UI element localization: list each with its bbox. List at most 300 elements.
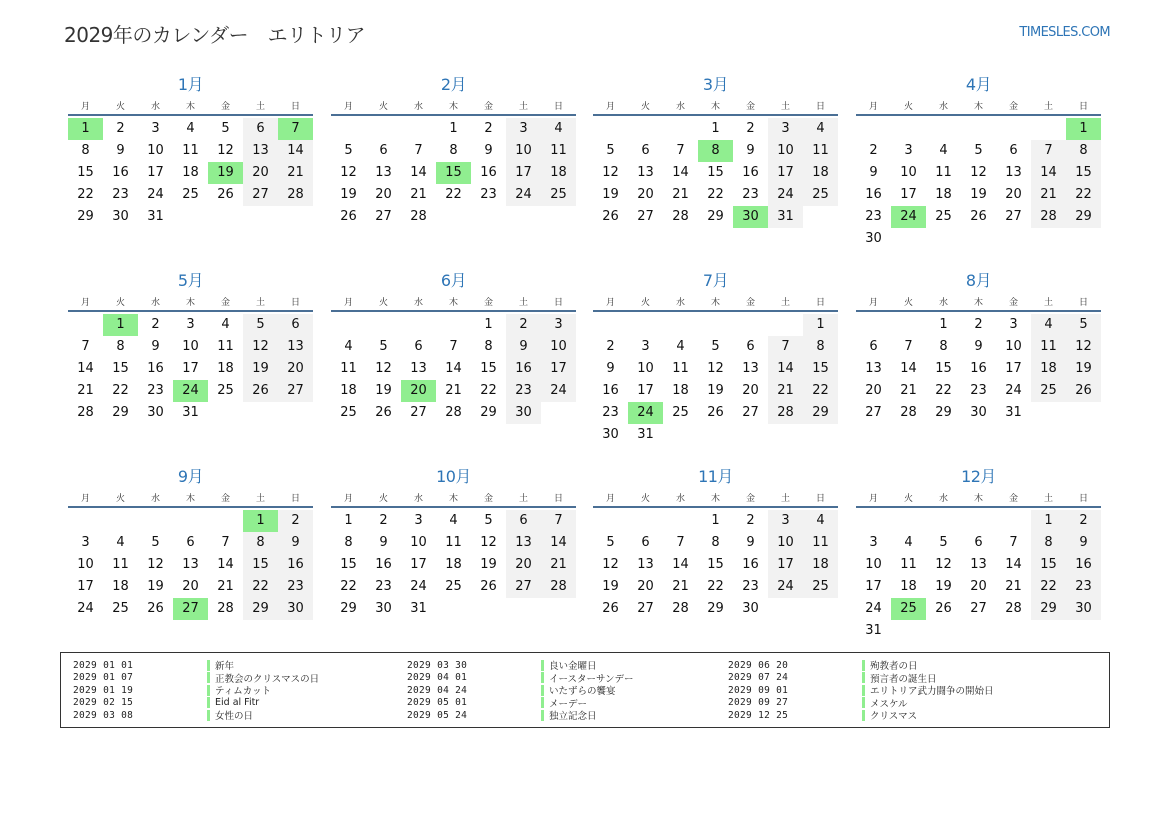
empty-cell (68, 510, 103, 532)
week-row (593, 554, 838, 576)
day-cell: 14 (541, 532, 576, 554)
day-cell: 9 (278, 532, 313, 554)
holiday-name: メーデー (549, 698, 588, 710)
empty-cell (401, 314, 436, 336)
day-cell: 27 (506, 576, 541, 598)
week-row (331, 206, 576, 228)
day-cell: 28 (1031, 206, 1066, 228)
day-cell: 23 (147, 383, 164, 398)
day-cell: 25 (445, 579, 462, 594)
day-cell: 17 (637, 383, 654, 398)
day-cell: 8 (449, 143, 458, 158)
day-cell: 10 (768, 532, 803, 554)
day-cell: 24 (173, 380, 208, 402)
day-cell: 28 (1005, 601, 1022, 616)
day-cell: 26 (602, 209, 619, 224)
empty-cell (208, 402, 243, 424)
day-cell: 4 (541, 118, 576, 140)
week-row (68, 140, 313, 162)
week-row (593, 576, 838, 598)
day-cell: 16 (970, 361, 987, 376)
day-cell: 31 (182, 405, 199, 420)
day-cell: 8 (344, 535, 353, 550)
weekday-label: 火 (903, 493, 913, 504)
holiday-date: 2029 06 20 (728, 659, 789, 671)
day-cell: 24 (768, 576, 803, 598)
day-cell: 29 (1031, 598, 1066, 620)
week-row (331, 532, 576, 554)
day-cell: 15 (340, 557, 357, 572)
day-cell: 11 (935, 165, 952, 180)
day-cell: 11 (803, 140, 838, 162)
weekday-label: 土 (1043, 297, 1053, 308)
day-cell: 3 (81, 535, 90, 550)
week-row (331, 554, 576, 576)
holiday-name: 正教会のクリスマスの日 (215, 673, 320, 685)
day-cell: 8 (939, 339, 948, 354)
week-row (68, 532, 313, 554)
empty-cell (926, 510, 961, 532)
weekday-header (331, 488, 576, 508)
weekday-label: 土 (780, 493, 790, 504)
month-title: 8月 (965, 271, 992, 290)
empty-cell (663, 510, 698, 532)
weekday-header (856, 292, 1101, 312)
day-cell: 21 (445, 383, 462, 398)
weekday-label: 水 (675, 297, 685, 308)
empty-cell (278, 402, 313, 424)
day-cell: 7 (541, 510, 576, 532)
day-cell: 12 (602, 557, 619, 572)
day-cell: 5 (243, 314, 278, 336)
day-cell: 3 (641, 339, 650, 354)
weekday-label: 月 (80, 493, 90, 504)
holiday-row (73, 672, 319, 685)
day-cell: 13 (375, 165, 392, 180)
week-row (856, 510, 1101, 532)
month-title: 4月 (965, 75, 992, 94)
day-cell: 30 (865, 231, 882, 246)
weekday-label: 水 (150, 101, 160, 112)
day-cell: 25 (891, 598, 926, 620)
day-cell: 17 (768, 554, 803, 576)
day-cell: 8 (1066, 140, 1101, 162)
day-cell: 31 (768, 206, 803, 228)
day-cell: 1 (449, 121, 458, 136)
holiday-name: 預言者の誕生日 (870, 673, 937, 685)
day-cell: 29 (112, 405, 129, 420)
day-cell: 11 (182, 143, 199, 158)
weekday-label: 月 (343, 101, 353, 112)
day-cell: 16 (147, 361, 164, 376)
holiday-date: 2029 05 24 (407, 709, 468, 721)
weekday-label: 土 (518, 493, 528, 504)
week-row (856, 532, 1101, 554)
day-cell: 9 (746, 535, 755, 550)
day-cell: 4 (1031, 314, 1066, 336)
empty-cell (1066, 620, 1101, 642)
weekday-header (593, 96, 838, 116)
day-cell: 18 (182, 165, 199, 180)
weekday-header (331, 96, 576, 116)
day-cell: 24 (77, 601, 94, 616)
week-row (593, 140, 838, 162)
day-cell: 21 (410, 187, 427, 202)
weekday-label: 水 (413, 101, 423, 112)
day-cell: 24 (891, 206, 926, 228)
day-cell: 5 (974, 143, 983, 158)
day-cell: 30 (278, 598, 313, 620)
day-cell: 16 (865, 187, 882, 202)
day-cell: 5 (606, 535, 615, 550)
day-cell: 12 (147, 557, 164, 572)
day-cell: 18 (803, 554, 838, 576)
day-cell: 6 (641, 143, 650, 158)
empty-cell (996, 620, 1031, 642)
day-cell: 15 (1066, 162, 1101, 184)
week-row (856, 554, 1101, 576)
day-cell: 18 (217, 361, 234, 376)
day-cell: 11 (803, 532, 838, 554)
day-cell: 4 (221, 317, 230, 332)
day-cell: 8 (243, 532, 278, 554)
day-cell: 24 (768, 184, 803, 206)
day-cell: 15 (935, 361, 952, 376)
day-cell: 11 (445, 535, 462, 550)
week-row (593, 510, 838, 532)
empty-cell (1031, 620, 1066, 642)
day-cell: 7 (1009, 535, 1018, 550)
week-row (68, 336, 313, 358)
empty-cell (733, 424, 768, 446)
day-cell: 5 (711, 339, 720, 354)
holiday-marker (541, 672, 544, 683)
empty-cell (856, 118, 891, 140)
day-cell: 8 (803, 336, 838, 358)
weekday-label: 日 (1078, 493, 1088, 504)
holiday-marker (207, 685, 210, 696)
weekday-label: 土 (780, 297, 790, 308)
day-cell: 27 (410, 405, 427, 420)
day-cell: 14 (410, 165, 427, 180)
weekday-label: 土 (255, 297, 265, 308)
holiday-name: 殉教者の日 (870, 661, 918, 673)
weekday-header (68, 488, 313, 508)
weekday-label: 木 (185, 101, 195, 112)
holiday-name: エリトリア武力闘争の開始日 (870, 686, 994, 698)
week-row (593, 358, 838, 380)
holiday-marker (207, 697, 210, 708)
day-cell: 3 (768, 118, 803, 140)
day-cell: 14 (900, 361, 917, 376)
holiday-name: Eid al Fitr (215, 697, 260, 709)
weekday-label: 火 (115, 297, 125, 308)
day-cell: 2 (869, 143, 878, 158)
empty-cell (436, 314, 471, 336)
empty-cell (891, 314, 926, 336)
holiday-marker (541, 660, 544, 671)
weekday-label: 月 (868, 101, 878, 112)
day-cell: 6 (1009, 143, 1018, 158)
month-title: 5月 (177, 271, 204, 290)
month-4 (856, 74, 1101, 250)
empty-cell (1031, 402, 1066, 424)
weekday-header (856, 96, 1101, 116)
weekday-label: 木 (973, 493, 983, 504)
holiday-name: ティムカット (215, 686, 272, 698)
day-cell: 14 (768, 358, 803, 380)
day-cell: 2 (506, 314, 541, 336)
day-cell: 11 (1031, 336, 1066, 358)
holiday-date: 2029 01 19 (73, 684, 134, 696)
weekday-label: 金 (220, 101, 230, 112)
day-cell: 29 (803, 402, 838, 424)
day-cell: 24 (506, 184, 541, 206)
holiday-column-3 (728, 659, 994, 722)
day-cell: 25 (541, 184, 576, 206)
empty-cell (138, 510, 173, 532)
weekday-label: 火 (640, 297, 650, 308)
day-cell: 19 (707, 383, 724, 398)
weekday-label: 木 (973, 297, 983, 308)
holiday-marker (541, 710, 544, 721)
day-cell: 1 (711, 121, 720, 136)
day-cell: 15 (1031, 554, 1066, 576)
day-cell: 29 (77, 209, 94, 224)
week-row (593, 402, 838, 424)
holiday-row (407, 684, 634, 697)
day-cell: 20 (742, 383, 759, 398)
day-cell: 16 (506, 358, 541, 380)
day-cell: 3 (414, 513, 423, 528)
week-row (593, 380, 838, 402)
weekday-label: 水 (150, 297, 160, 308)
weekday-label: 月 (80, 297, 90, 308)
day-cell: 16 (742, 165, 759, 180)
day-cell: 29 (935, 405, 952, 420)
day-cell: 24 (410, 579, 427, 594)
week-row (68, 576, 313, 598)
day-cell: 27 (970, 601, 987, 616)
day-cell: 17 (410, 557, 427, 572)
weekday-label: 水 (938, 297, 948, 308)
day-cell: 4 (116, 535, 125, 550)
empty-cell (961, 118, 996, 140)
empty-cell (768, 424, 803, 446)
day-cell: 13 (243, 140, 278, 162)
day-cell: 1 (344, 513, 353, 528)
day-cell: 15 (436, 162, 471, 184)
weekday-label: 日 (553, 493, 563, 504)
day-cell: 7 (414, 143, 423, 158)
day-cell: 28 (672, 601, 689, 616)
day-cell: 2 (151, 317, 160, 332)
week-row (593, 162, 838, 184)
week-row (331, 402, 576, 424)
day-cell: 8 (1031, 532, 1066, 554)
day-cell: 1 (1066, 118, 1101, 140)
empty-cell (628, 314, 663, 336)
holiday-date: 2029 09 01 (728, 684, 789, 696)
day-cell: 30 (375, 601, 392, 616)
day-cell: 30 (733, 206, 768, 228)
week-row (68, 598, 313, 620)
day-cell: 12 (707, 361, 724, 376)
day-cell: 19 (970, 187, 987, 202)
empty-cell (803, 598, 838, 620)
day-cell: 14 (672, 557, 689, 572)
weekday-label: 金 (745, 493, 755, 504)
day-cell: 2 (484, 121, 493, 136)
week-row (593, 424, 838, 446)
day-cell: 29 (1066, 206, 1101, 228)
day-cell: 11 (900, 557, 917, 572)
week-row (856, 314, 1101, 336)
week-row (593, 314, 838, 336)
day-cell: 10 (637, 361, 654, 376)
empty-cell (541, 598, 576, 620)
holiday-name: イースターサンデー (549, 673, 634, 685)
weekday-label: 金 (483, 297, 493, 308)
day-cell: 20 (278, 358, 313, 380)
day-cell: 31 (637, 427, 654, 442)
day-cell: 3 (186, 317, 195, 332)
holiday-date: 2029 04 01 (407, 672, 468, 684)
day-cell: 20 (243, 162, 278, 184)
day-cell: 4 (803, 118, 838, 140)
empty-cell (996, 228, 1031, 250)
day-cell: 2 (974, 317, 983, 332)
holiday-row (728, 672, 994, 685)
empty-cell (243, 206, 278, 228)
day-cell: 27 (375, 209, 392, 224)
holiday-row (728, 684, 994, 697)
month-12 (856, 466, 1101, 642)
day-cell: 10 (768, 140, 803, 162)
month-1 (68, 74, 313, 228)
day-cell: 18 (803, 162, 838, 184)
day-cell: 26 (217, 187, 234, 202)
weekday-label: 木 (448, 297, 458, 308)
holiday-marker (541, 697, 544, 708)
day-cell: 30 (112, 209, 129, 224)
holiday-name: 独立記念日 (549, 711, 597, 723)
holiday-row (407, 659, 634, 672)
month-3 (593, 74, 838, 228)
weekday-label: 木 (448, 493, 458, 504)
day-cell: 17 (768, 162, 803, 184)
day-cell: 4 (344, 339, 353, 354)
day-cell: 12 (602, 165, 619, 180)
holiday-marker (862, 660, 865, 671)
week-row (68, 184, 313, 206)
day-cell: 12 (1066, 336, 1101, 358)
weekday-label: 水 (413, 493, 423, 504)
day-cell: 19 (208, 162, 243, 184)
day-cell: 5 (1066, 314, 1101, 336)
holiday-date: 2029 04 24 (407, 684, 468, 696)
day-cell: 14 (77, 361, 94, 376)
holiday-row (728, 697, 994, 710)
day-cell: 24 (1005, 383, 1022, 398)
day-cell: 13 (278, 336, 313, 358)
day-cell: 30 (1066, 598, 1101, 620)
empty-cell (856, 314, 891, 336)
day-cell: 2 (379, 513, 388, 528)
empty-cell (103, 510, 138, 532)
weekday-label: 日 (815, 493, 825, 504)
day-cell: 22 (77, 187, 94, 202)
empty-cell (366, 118, 401, 140)
week-row (593, 532, 838, 554)
empty-cell (663, 314, 698, 336)
month-title: 3月 (702, 75, 729, 94)
day-cell: 7 (676, 535, 685, 550)
weekday-label: 木 (185, 297, 195, 308)
weekday-label: 木 (448, 101, 458, 112)
day-cell: 31 (147, 209, 164, 224)
day-cell: 27 (742, 405, 759, 420)
day-cell: 26 (340, 209, 357, 224)
day-cell: 7 (1031, 140, 1066, 162)
day-cell: 26 (147, 601, 164, 616)
day-cell: 31 (410, 601, 427, 616)
weekday-label: 木 (185, 493, 195, 504)
weekday-label: 木 (973, 101, 983, 112)
day-cell: 18 (900, 579, 917, 594)
day-cell: 17 (1005, 361, 1022, 376)
day-cell: 17 (541, 358, 576, 380)
day-cell: 4 (449, 513, 458, 528)
weekday-header (68, 96, 313, 116)
day-cell: 18 (1031, 358, 1066, 380)
holiday-row (73, 684, 319, 697)
day-cell: 17 (77, 579, 94, 594)
holiday-marker (207, 672, 210, 683)
day-cell: 16 (278, 554, 313, 576)
month-9 (68, 466, 313, 620)
day-cell: 18 (672, 383, 689, 398)
day-cell: 7 (768, 336, 803, 358)
site-link[interactable]: TIMESLES.COM (1019, 25, 1110, 40)
empty-cell (891, 620, 926, 642)
day-cell: 19 (1066, 358, 1101, 380)
day-cell: 9 (151, 339, 160, 354)
weekday-label: 月 (605, 493, 615, 504)
day-cell: 28 (672, 209, 689, 224)
month-10 (331, 466, 576, 620)
week-row (68, 402, 313, 424)
day-cell: 20 (375, 187, 392, 202)
day-cell: 13 (182, 557, 199, 572)
day-cell: 8 (484, 339, 493, 354)
day-cell: 12 (935, 557, 952, 572)
day-cell: 23 (865, 209, 882, 224)
day-cell: 3 (904, 143, 913, 158)
empty-cell (331, 314, 366, 336)
month-title: 7月 (702, 271, 729, 290)
day-cell: 6 (186, 535, 195, 550)
day-cell: 17 (900, 187, 917, 202)
week-row (593, 206, 838, 228)
day-cell: 10 (77, 557, 94, 572)
week-row (331, 380, 576, 402)
day-cell: 8 (116, 339, 125, 354)
holiday-marker (862, 710, 865, 721)
empty-cell (891, 510, 926, 532)
day-cell: 10 (1005, 339, 1022, 354)
empty-cell (961, 620, 996, 642)
